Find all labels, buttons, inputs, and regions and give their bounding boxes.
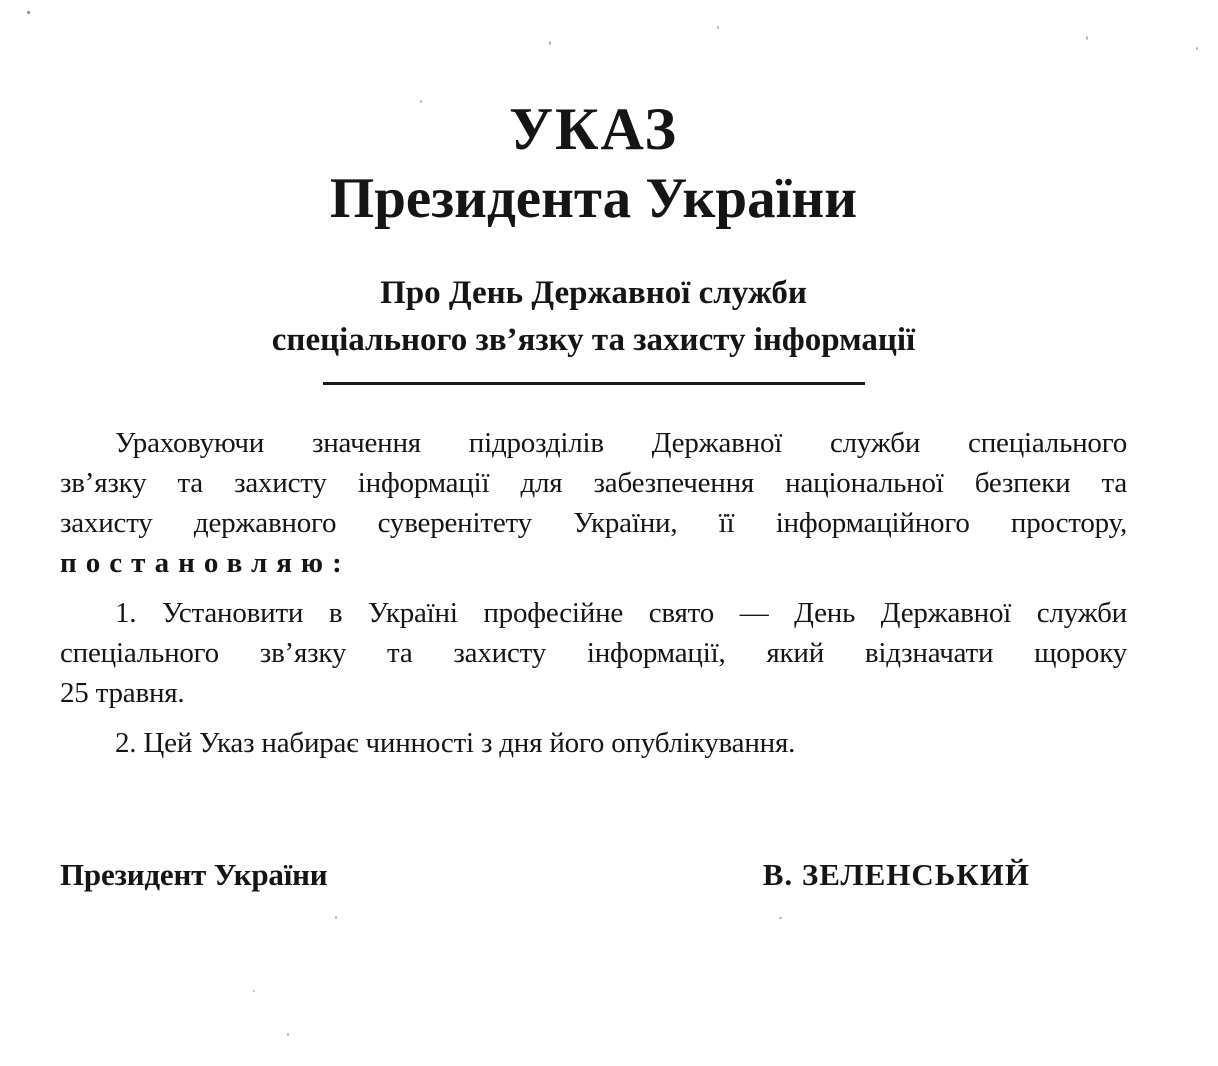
- issuer-title: Президента України: [329, 167, 858, 230]
- scan-speck: [717, 26, 719, 29]
- decree-body: [60, 423, 1127, 895]
- item2-line-1: 2. Цей Указ набирає чинності з дня його опублікування.: [115, 726, 796, 759]
- scan-speck: [287, 1033, 289, 1036]
- signature-row: [60, 855, 1127, 895]
- decree-item-2: [60, 723, 1127, 763]
- subject-line-2: спеціального зв’язку та захисту інформації: [271, 321, 916, 358]
- preamble-line-1: Ураховуючи значення підрозділів Державної служби спеціального: [115, 426, 1127, 459]
- item1-line-2: спеціального зв’язку та захисту інформації, який відзначати щороку: [60, 636, 1127, 669]
- preamble-line-2: зв’язку та захисту інформації для забезпечення національної безпеки та: [60, 466, 1127, 499]
- scan-speck: [779, 917, 782, 919]
- preamble-line-3: захисту державного суверенітету України, її інформаційного простору,: [60, 506, 1127, 539]
- scan-speck: [335, 916, 337, 919]
- resolve-word: постановляю:: [60, 546, 351, 579]
- scan-speck: [27, 11, 30, 14]
- preamble-paragraph: [60, 423, 1127, 583]
- item1-line-1: 1. Установити в Україні професійне свято — День Державної служби: [115, 596, 1127, 629]
- scan-speck: [549, 41, 551, 45]
- scan-speck: [253, 990, 255, 992]
- decree-item-1: [60, 593, 1127, 713]
- scan-speck: [420, 100, 422, 103]
- scan-speck: [1086, 36, 1088, 40]
- separator-line: [323, 382, 865, 385]
- subject-line-1: Про День Державної служби: [380, 274, 807, 311]
- document-type-title: УКАЗ: [508, 96, 679, 162]
- scan-speck: [1196, 47, 1198, 50]
- item1-line-3: 25 травня.: [60, 676, 185, 709]
- signer-name: В. ЗЕЛЕНСЬКИЙ: [762, 856, 1030, 892]
- signer-position: Президент України: [60, 856, 328, 892]
- document-subject: [60, 270, 1127, 364]
